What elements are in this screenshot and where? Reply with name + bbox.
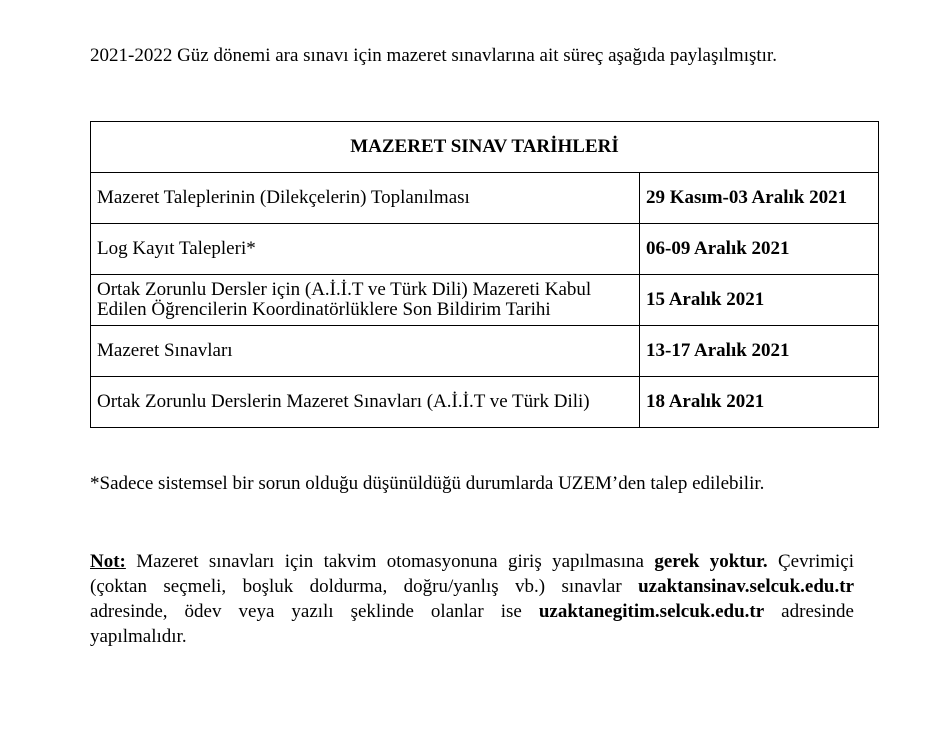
row-label: Mazeret Taleplerinin (Dilekçelerin) Toplanılması bbox=[91, 173, 640, 224]
table-row bbox=[91, 224, 879, 275]
row-date: 29 Kasım-03 Aralık 2021 bbox=[640, 173, 879, 224]
row-label: Ortak Zorunlu Derslerin Mazeret Sınavları (A.İ.İ.T ve Türk Dili) bbox=[91, 377, 640, 428]
education-site-url: uzaktanegitim.selcuk.edu.tr bbox=[538, 601, 765, 622]
table-title: MAZERET SINAV TARİHLERİ bbox=[91, 122, 879, 173]
table-header-row bbox=[91, 122, 879, 173]
row-label: Ortak Zorunlu Dersler için (A.İ.İ.T ve Türk Dili) Mazereti Kabul Edilen Öğrencilerin Koordinatörlüklere Son Bildirim Tarihi bbox=[91, 275, 640, 326]
row-label: Log Kayıt Talepleri* bbox=[91, 224, 640, 275]
row-date: 06-09 Aralık 2021 bbox=[640, 224, 879, 275]
row-date: 18 Aralık 2021 bbox=[640, 377, 879, 428]
table-row bbox=[91, 326, 879, 377]
exam-schedule-table bbox=[90, 121, 879, 428]
row-label: Mazeret Sınavları bbox=[91, 326, 640, 377]
note-emphasis: gerek yoktur. bbox=[654, 551, 768, 572]
note-text: adresinde, ödev veya yazılı şeklinde olanlar ise bbox=[90, 601, 539, 622]
note-paragraph bbox=[90, 549, 854, 649]
row-date: 13-17 Aralık 2021 bbox=[640, 326, 879, 377]
note-text: adresinde yapılmalıdır. bbox=[90, 601, 854, 647]
table-row bbox=[91, 377, 879, 428]
exam-site-url: uzaktansinav.selcuk.edu.tr bbox=[638, 576, 854, 597]
table-row bbox=[91, 173, 879, 224]
table-row bbox=[91, 275, 879, 326]
row-date: 15 Aralık 2021 bbox=[640, 275, 879, 326]
intro-text: 2021-2022 Güz dönemi ara sınavı için mazeret sınavlarına ait süreç aşağıda paylaşılmıştır. bbox=[90, 45, 777, 66]
note-text: Mazeret sınavları için takvim otomasyonuna giriş yapılmasına bbox=[125, 551, 655, 572]
note-text: Çevrimiçi (çoktan seçmeli, boşluk doldurma, doğru/yanlış vb.) sınavlar bbox=[90, 551, 854, 597]
note-label: Not: bbox=[90, 551, 126, 572]
footnote: *Sadece sistemsel bir sorun olduğu düşünüldüğü durumlarda UZEM’den talep edilebilir. bbox=[90, 473, 765, 494]
